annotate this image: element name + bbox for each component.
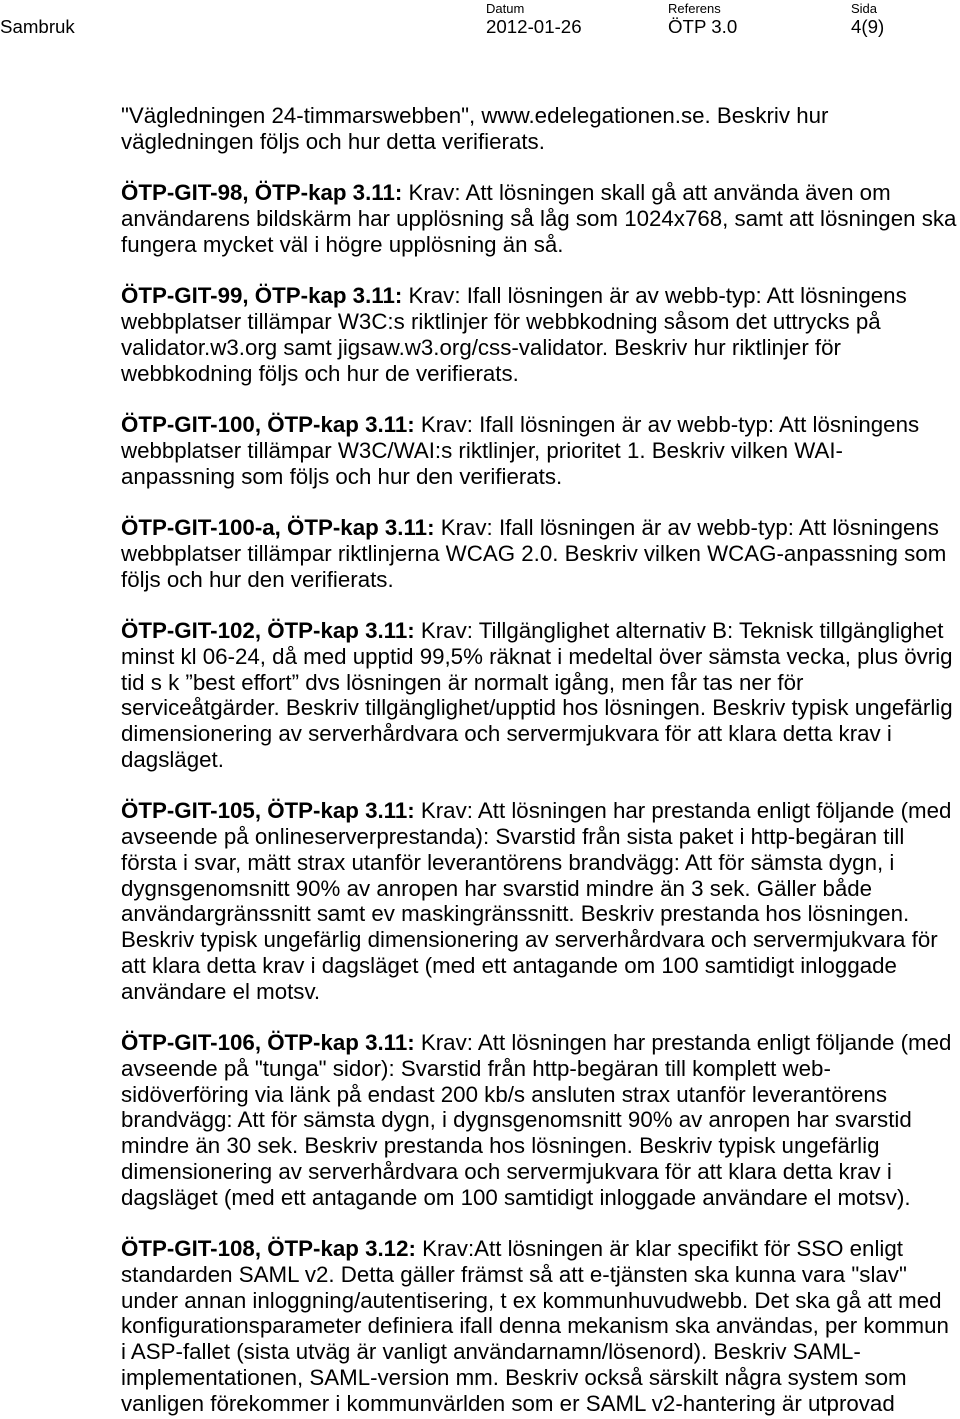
requirement-text: Krav: Ifall lösningen är av webb-typ: Att lösningens [440,515,939,540]
requirement-text: Krav: Tillgänglighet alternativ B: Teknisk tillgänglighet [420,618,944,643]
text-line: Beskriv typisk ungefärlig dimensionering av serverhårdvara och servermjukvara för [121,927,938,952]
text-line: serviceåtgärder. Beskriv tillgänglighet/upptid hos lösningen. Beskriv typisk ungefärlig [121,695,953,721]
intro-paragraph [121,103,957,155]
text-line: brandvägg: Att för sämsta dygn, i dygnsgenomsnitt 90% av anropen har svarstid [121,1107,912,1133]
text-line: dygnsgenomsnitt 90% av anropen har svarstid mindre än 3 sek. Gäller både [121,875,873,901]
requirement-paragraph [121,1030,957,1210]
text-line: minst kl 06-24, då med upptid 99,5% räknat i medeltal över sämsta vecka, plus övrig [121,643,953,669]
requirement-text: Krav:Att lösningen är klar specifikt för SSO enligt [422,1236,903,1261]
text-line: under annan inloggning/autentisering, t ex kommunhuvudwebb. Det ska gå att med [121,1287,942,1313]
text-line: avseende på onlineserverprestanda): Svarstid från sista paket i http-begäran till [121,824,905,849]
requirement-text: Krav: Att lösningen har prestanda enligt följande (med [420,1030,952,1055]
text-line: avseende på "tunga" sidor): Svarstid från http-begäran till komplett web- [121,1055,831,1081]
requirement-id: ÖTP-GIT-99, ÖTP-kap 3.11: [121,283,403,309]
requirement-paragraph [121,1236,957,1416]
requirement-first-line [121,283,957,309]
date-label: Datum [486,1,525,16]
page-number: 4(9) [851,16,885,37]
requirements-list [121,180,957,1416]
reference-field [668,1,737,38]
text-line: användargränssnitt samt ev maskingränssnitt. Beskriv prestanda hos lösningen. [121,901,910,927]
requirement-id: ÖTP-GIT-102, ÖTP-kap 3.11: [121,618,415,643]
text-line: implementationen, SAML-version mm. Beskriv också särskilt några system som [121,1364,907,1390]
text-line: dagsläget. [121,746,224,772]
text-line: webbplatser tillämpar W3C/WAI:s riktlinjer, prioritet 1. Beskriv vilken WAI- [121,437,843,463]
date-field [486,1,582,38]
text-line: webbkodning följs och hur de verifierats. [121,360,519,386]
text-line: följs och hur den verifierats. [121,566,394,592]
requirement-first-line [121,1236,957,1262]
requirement-first-line [121,1030,957,1056]
organization-name: Sambruk [0,16,75,37]
requirement-paragraph [121,180,957,257]
date-value: 2012-01-26 [486,16,582,37]
page-number-field [851,1,884,38]
text-line: användarens bildskärm har upplösning så låg som 1024x768, samt att lösningen ska [121,206,957,231]
text-line: att klara detta krav i dagsläget (med ett antagande om 100 samtidigt inloggade [121,952,897,978]
requirement-first-line [121,618,957,644]
text-line: dimensionering av serverhårdvara och servermjukvara för att klara detta krav i [121,1158,892,1184]
text-line: sidöverföring via länk på endast 200 kb/s ansluten strax utanför leverantörens [121,1081,887,1107]
text-line: validator.w3.org samt jigsaw.w3.org/css-validator. Beskriv hur riktlinjer för [121,334,841,360]
requirement-first-line [121,515,957,541]
text-line: anpassning som följs och hur den verifierats. [121,463,563,489]
requirement-id: ÖTP-GIT-108, ÖTP-kap 3.12: [121,1236,416,1261]
text-line: standarden SAML v2. Detta gäller främst så att e-tjänsten ska kunna vara "slav" [121,1261,907,1287]
text-line: dagsläget (med ett antagande om 100 samtidigt inloggade användare el motsv). [121,1184,911,1210]
text-line: dimensionering av serverhårdvara och servermjukvara för att klara detta krav i [121,721,892,746]
requirement-first-line [121,412,957,438]
requirement-text: Krav: Att lösningen skall gå att använda även om [408,180,891,206]
reference-value: ÖTP 3.0 [668,16,738,37]
reference-label: Referens [668,1,721,16]
text-line: fungera mycket väl i högre upplösning än så. [121,231,564,257]
page-label: Sida [851,1,878,16]
text-line: mindre än 30 sek. Beskriv prestanda hos lösningen. Beskriv typisk ungefärlig [121,1133,880,1158]
requirement-paragraph [121,515,957,592]
requirement-text: Krav: Ifall lösningen är av webb-typ: Att lösningens [408,283,907,309]
text-line: första i svar, mätt strax utanför leverantörens brandvägg: Att för sämsta dygn, i [121,849,895,875]
text-line: konfigurationsparameter definiera ifall denna mekanism ska användas, per kommun [121,1313,949,1339]
text-line: webbplatser tillämpar riktlinjerna WCAG 2.0. Beskriv vilken WCAG-anpassning som [121,540,947,566]
text-line: webbplatser tillämpar W3C:s riktlinjer för webbkodning såsom det uttrycks på [121,309,881,334]
requirement-text: Krav: Ifall lösningen är av webb-typ: Att lösningens [420,412,920,437]
requirement-paragraph [121,798,957,1004]
text-line: tid s k ”best effort” dvs lösningen är normalt igång, men får tas ner för [121,669,804,695]
requirement-first-line [121,798,957,824]
requirement-text: Krav: Att lösningen har prestanda enligt följande (med [420,798,952,824]
requirement-first-line [121,180,957,206]
requirement-paragraph [121,412,957,489]
requirement-id: ÖTP-GIT-100, ÖTP-kap 3.11: [121,412,415,437]
text-line: "Vägledningen 24-timmarswebben", www.edelegationen.se. Beskriv hur [121,103,829,128]
requirement-id: ÖTP-GIT-98, ÖTP-kap 3.11: [121,180,403,206]
text-line: vägledningen följs och hur detta verifierats. [121,128,545,154]
requirement-id: ÖTP-GIT-100-a, ÖTP-kap 3.11: [121,515,435,540]
text-line: användare el motsv. [121,978,321,1004]
text-line: i ASP-fallet (sista utväg är vanligt användarnamn/lösenord). Beskriv SAML- [121,1339,861,1364]
requirement-id: ÖTP-GIT-106, ÖTP-kap 3.11: [121,1030,415,1055]
requirement-paragraph [121,618,957,773]
requirement-id: ÖTP-GIT-105, ÖTP-kap 3.11: [121,798,415,824]
document-body [121,103,957,1419]
requirement-paragraph [121,283,957,386]
text-line: vanligen förekommer i kommunvärlden som er SAML v2-hantering är utprovad [121,1390,895,1416]
